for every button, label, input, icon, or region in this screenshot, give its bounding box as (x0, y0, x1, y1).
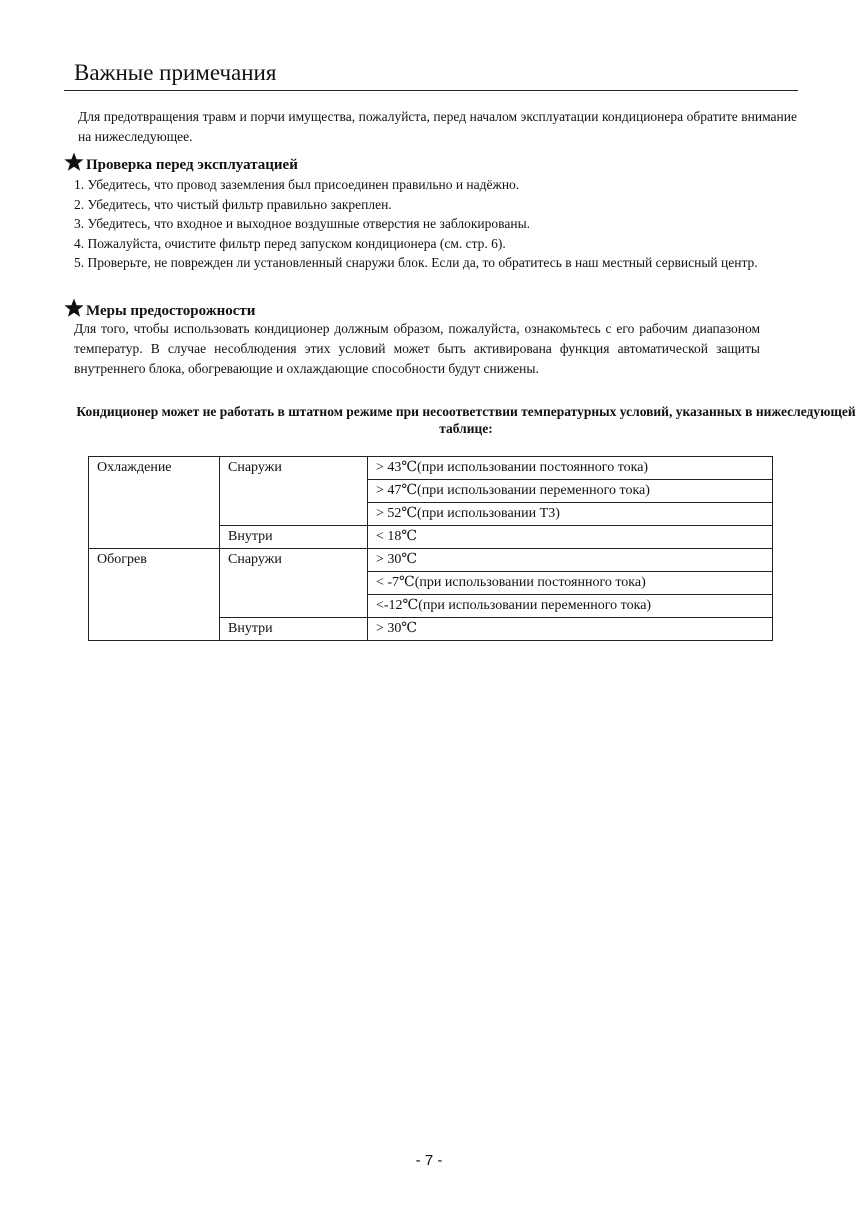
precautions-section-heading (64, 298, 255, 321)
page-number: - 7 - (415, 1152, 443, 1169)
table-cell-condition: > 43℃(при использовании постоянного тока) (368, 457, 773, 480)
table-row (89, 549, 773, 572)
table-cell-location: Снаружи (220, 457, 368, 526)
star-icon (64, 298, 84, 318)
page-title: Важные примечания (74, 60, 277, 85)
table-cell-condition: > 47℃(при использовании переменного тока) (368, 480, 773, 503)
check-section-title: Проверка перед эксплуатацией (86, 157, 298, 173)
table-cell-condition: > 30℃ (368, 549, 773, 572)
table-cell-mode-heating: Обогрев (89, 549, 220, 641)
intro-paragraph: Для предотвращения травм и порчи имущества, пожалуйста, перед началом эксплуатации кондиционера обратите внимание на нижеследующее. (78, 109, 797, 144)
table-cell-mode-cooling: Охлаждение (89, 457, 220, 549)
list-item: 2. Убедитесь, что чистый фильтр правильно закреплен. (74, 196, 392, 212)
table-cell-location: Внутри (220, 618, 368, 641)
table-cell-condition: <-12℃(при использовании переменного тока) (368, 595, 773, 618)
table-caption: Кондиционер может не работать в штатном режиме при несоответствии температурных условий, указанных в нижеследующей таблице: (76, 404, 856, 436)
table-cell-location: Снаружи (220, 549, 368, 618)
star-icon (64, 152, 84, 172)
list-item: 1. Убедитесь, что провод заземления был присоединен правильно и надёжно. (74, 177, 520, 192)
table-row (89, 457, 773, 480)
title-divider (64, 90, 798, 91)
precautions-paragraph: Для того, чтобы использовать кондиционер должным образом, пожалуйста, ознакомьтесь с его рабочим диапазоном температур. В случае несоблюдения этих условий может быть активирована функция автоматической защиты внутреннего блока, обогревающие и охлаждающие способности будут снижены. (74, 321, 760, 376)
table-cell-condition: < -7℃(при использовании постоянного тока) (368, 572, 773, 595)
list-item: 4. Пожалуйста, очистите фильтр перед запуском кондиционера (см. стр. 6). (74, 235, 506, 251)
check-list (74, 175, 760, 273)
precautions-section-title: Меры предосторожности (86, 303, 256, 319)
temperature-conditions-table (88, 456, 773, 641)
table-cell-condition: > 30℃ (368, 618, 773, 641)
table-cell-condition: < 18℃ (368, 526, 773, 549)
table-cell-location: Внутри (220, 526, 368, 549)
list-item: 5. Проверьте, не поврежден ли установленный снаружи блок. Если да, то обратитесь в наш местный сервисный центр. (74, 255, 758, 270)
table-cell-condition: > 52℃(при использовании Т3) (368, 503, 773, 526)
check-section-heading (64, 152, 298, 175)
list-item: 3. Убедитесь, что входное и выходное воздушные отверстия не заблокированы. (74, 216, 531, 231)
